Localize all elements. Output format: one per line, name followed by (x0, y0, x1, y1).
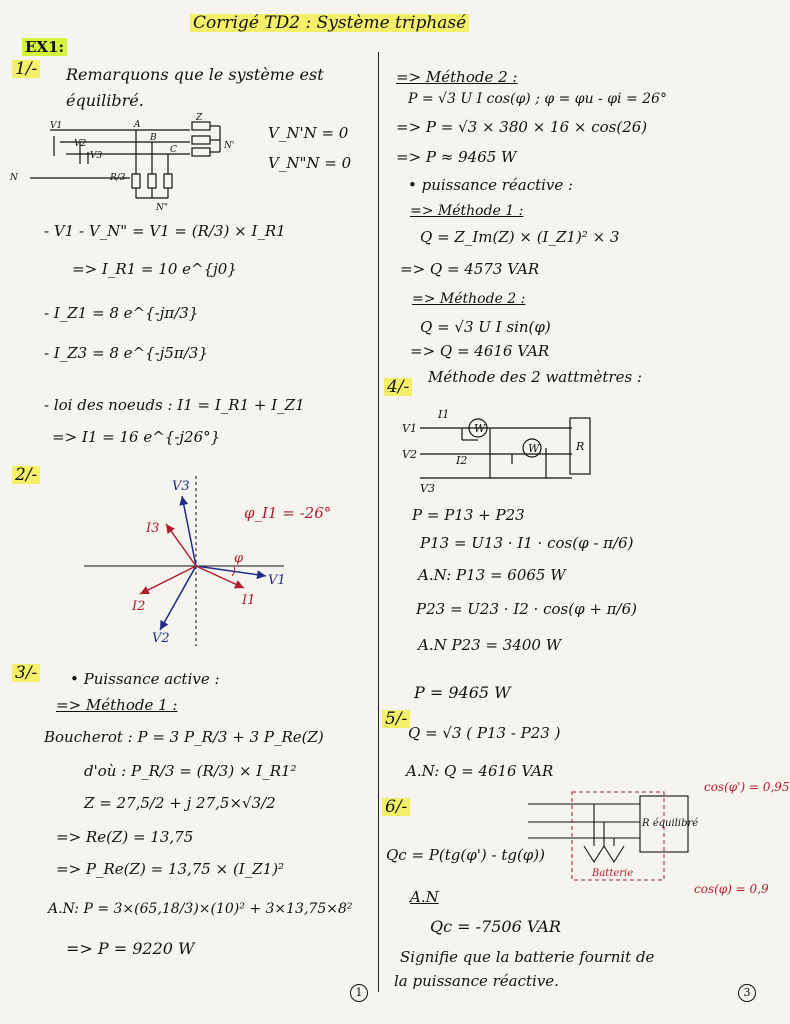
s3-l3: Boucherot : P = 3 P_R/3 + 3 P_Re(Z) (44, 728, 324, 746)
s1-eq3: - I_Z1 = 8 e^{-jπ/3} (44, 304, 199, 322)
circuit-label-r3: R/3 (110, 173, 126, 183)
s6-l5: la puissance réactive. (394, 972, 559, 990)
column-divider (378, 52, 379, 992)
s4-l6: P = 9465 W (414, 683, 511, 702)
wm-label-v2: V2 (402, 448, 417, 461)
wm-label-v1: V1 (402, 422, 417, 435)
m2-l9: => Méthode 2 : (412, 291, 526, 307)
s6-l2: A.N (410, 888, 439, 906)
m2-l11: => Q = 4616 VAR (410, 342, 550, 360)
phasor-label-i2: I2 (132, 599, 146, 614)
s1-text-line2: équilibré. (66, 91, 144, 110)
wm-label-i2: I2 (456, 454, 468, 467)
s4-l5: A.N P23 = 3400 W (418, 636, 562, 654)
s6-l3: Qc = -7506 VAR (430, 917, 561, 936)
phasor-label-v3: V3 (172, 479, 190, 494)
circuit-label-v1: V1 (50, 121, 63, 131)
s3-l4: d'où : P_R/3 = (R/3) × I_R1² (84, 762, 297, 780)
m2-l10: Q = √3 U I sin(φ) (420, 318, 551, 336)
comp-label-batterie: Batterie (592, 868, 634, 879)
s1-eq5: - loi des noeuds : I1 = I_R1 + I_Z1 (44, 396, 305, 414)
s5-l1: Q = √3 ( P13 - P23 ) (408, 724, 561, 742)
s3-l1: • Puissance active : (70, 670, 220, 688)
phasor-label-v1: V1 (268, 573, 286, 588)
m2-l1: => Méthode 2 : (396, 68, 518, 86)
s4-l3: A.N: P13 = 6065 W (418, 566, 566, 584)
wm-label-w2: W (528, 442, 540, 455)
section-6-number: 6/- (382, 798, 410, 816)
compensation-circuit (520, 792, 698, 892)
s4-l2: P13 = U13 · I1 · cos(φ - π/6) (420, 534, 634, 552)
s6-ann1: cos(φ') = 0,95 (704, 780, 790, 794)
circuit-label-z: Z (196, 113, 203, 123)
section-5-number: 5/- (382, 710, 410, 728)
eq-vn-prime: V_N'N = 0 (268, 124, 349, 142)
section-3-number: 3/- (12, 664, 40, 682)
circuit-label-ndprime: N" (156, 203, 169, 213)
phasor-label-v2: V2 (152, 631, 170, 646)
phasor-label-i3: I3 (146, 521, 160, 536)
m2-l2: P = √3 U I cos(φ) ; φ = φu - φi = 26° (408, 91, 667, 107)
s6-l4: Signifie que la batterie fournit de (400, 948, 655, 966)
comp-label-r: R équilibré (642, 818, 699, 829)
three-phase-circuit-diagram (10, 113, 250, 218)
s1-eq4: - I_Z3 = 8 e^{-j5π/3} (44, 344, 208, 362)
s1-text-line1: Remarquons que le système est (66, 65, 324, 84)
s3-l7: => P_Re(Z) = 13,75 × (I_Z1)² (56, 860, 285, 878)
two-wattmeter-circuit (402, 404, 602, 494)
m2-l4: => P ≈ 9465 W (396, 148, 517, 166)
circuit-label-n: N (10, 173, 18, 183)
page-number-left: 1 (350, 984, 368, 1002)
s3-l2: => Méthode 1 : (56, 696, 178, 714)
s4-l1: P = P13 + P23 (412, 506, 525, 524)
s4-l4: P23 = U23 · I2 · cos(φ + π/6) (416, 600, 637, 618)
m2-l7: Q = Z_Im(Z) × (I_Z1)² × 3 (420, 228, 620, 246)
s6-ann2: cos(φ) = 0,9 (694, 882, 769, 896)
s3-l9: => P = 9220 W (66, 939, 195, 958)
circuit-label-v2: V2 (74, 139, 87, 149)
circuit-label-b: B (150, 133, 157, 143)
wm-label-w1: W (474, 422, 486, 435)
m2-l6: => Méthode 1 : (410, 203, 524, 219)
section-4-number: 4/- (384, 378, 412, 396)
wm-label-i1: I1 (438, 408, 450, 421)
phase-angle-label: φ_I1 = -26° (244, 504, 332, 522)
s1-eq1: - V1 - V_N" = V1 = (R/3) × I_R1 (44, 222, 286, 240)
circuit-label-v3: V3 (90, 151, 103, 161)
page-title: Corrigé TD2 : Système triphasé (190, 14, 469, 32)
section-1-number: 1/- (12, 60, 40, 78)
wm-label-r: R (576, 440, 585, 453)
page-number-right: 3 (738, 984, 756, 1002)
circuit-label-nprime: N' (224, 141, 235, 151)
m2-l5: • puissance réactive : (408, 176, 574, 194)
s3-l5: Z = 27,5/2 + j 27,5×√3/2 (84, 794, 276, 812)
phasor-label-phi: φ (234, 551, 244, 566)
s1-eq6: => I1 = 16 e^{-j26°} (52, 428, 221, 446)
eq-vn-dprime: V_N"N = 0 (268, 154, 352, 172)
s6-l1: Qc = P(tg(φ') - tg(φ)) (386, 846, 546, 864)
wm-label-v3: V3 (420, 482, 435, 495)
circuit-label-a: A (134, 120, 141, 130)
phasor-label-i1: I1 (242, 593, 256, 608)
m2-l8: => Q = 4573 VAR (400, 260, 540, 278)
s1-eq2: => I_R1 = 10 e^{j0} (72, 260, 237, 278)
phasor-diagram (84, 476, 304, 646)
m2-l3: => P = √3 × 380 × 16 × cos(26) (396, 118, 648, 136)
s4-header: Méthode des 2 wattmètres : (428, 368, 642, 386)
section-2-number: 2/- (12, 466, 40, 484)
s3-l6: => Re(Z) = 13,75 (56, 828, 194, 846)
s5-l2: A.N: Q = 4616 VAR (406, 762, 554, 780)
exercise-label: EX1: (22, 38, 67, 56)
s3-l8: A.N: P = 3×(65,18/3)×(10)² + 3×13,75×8² (48, 901, 353, 917)
circuit-label-c: C (170, 145, 177, 155)
